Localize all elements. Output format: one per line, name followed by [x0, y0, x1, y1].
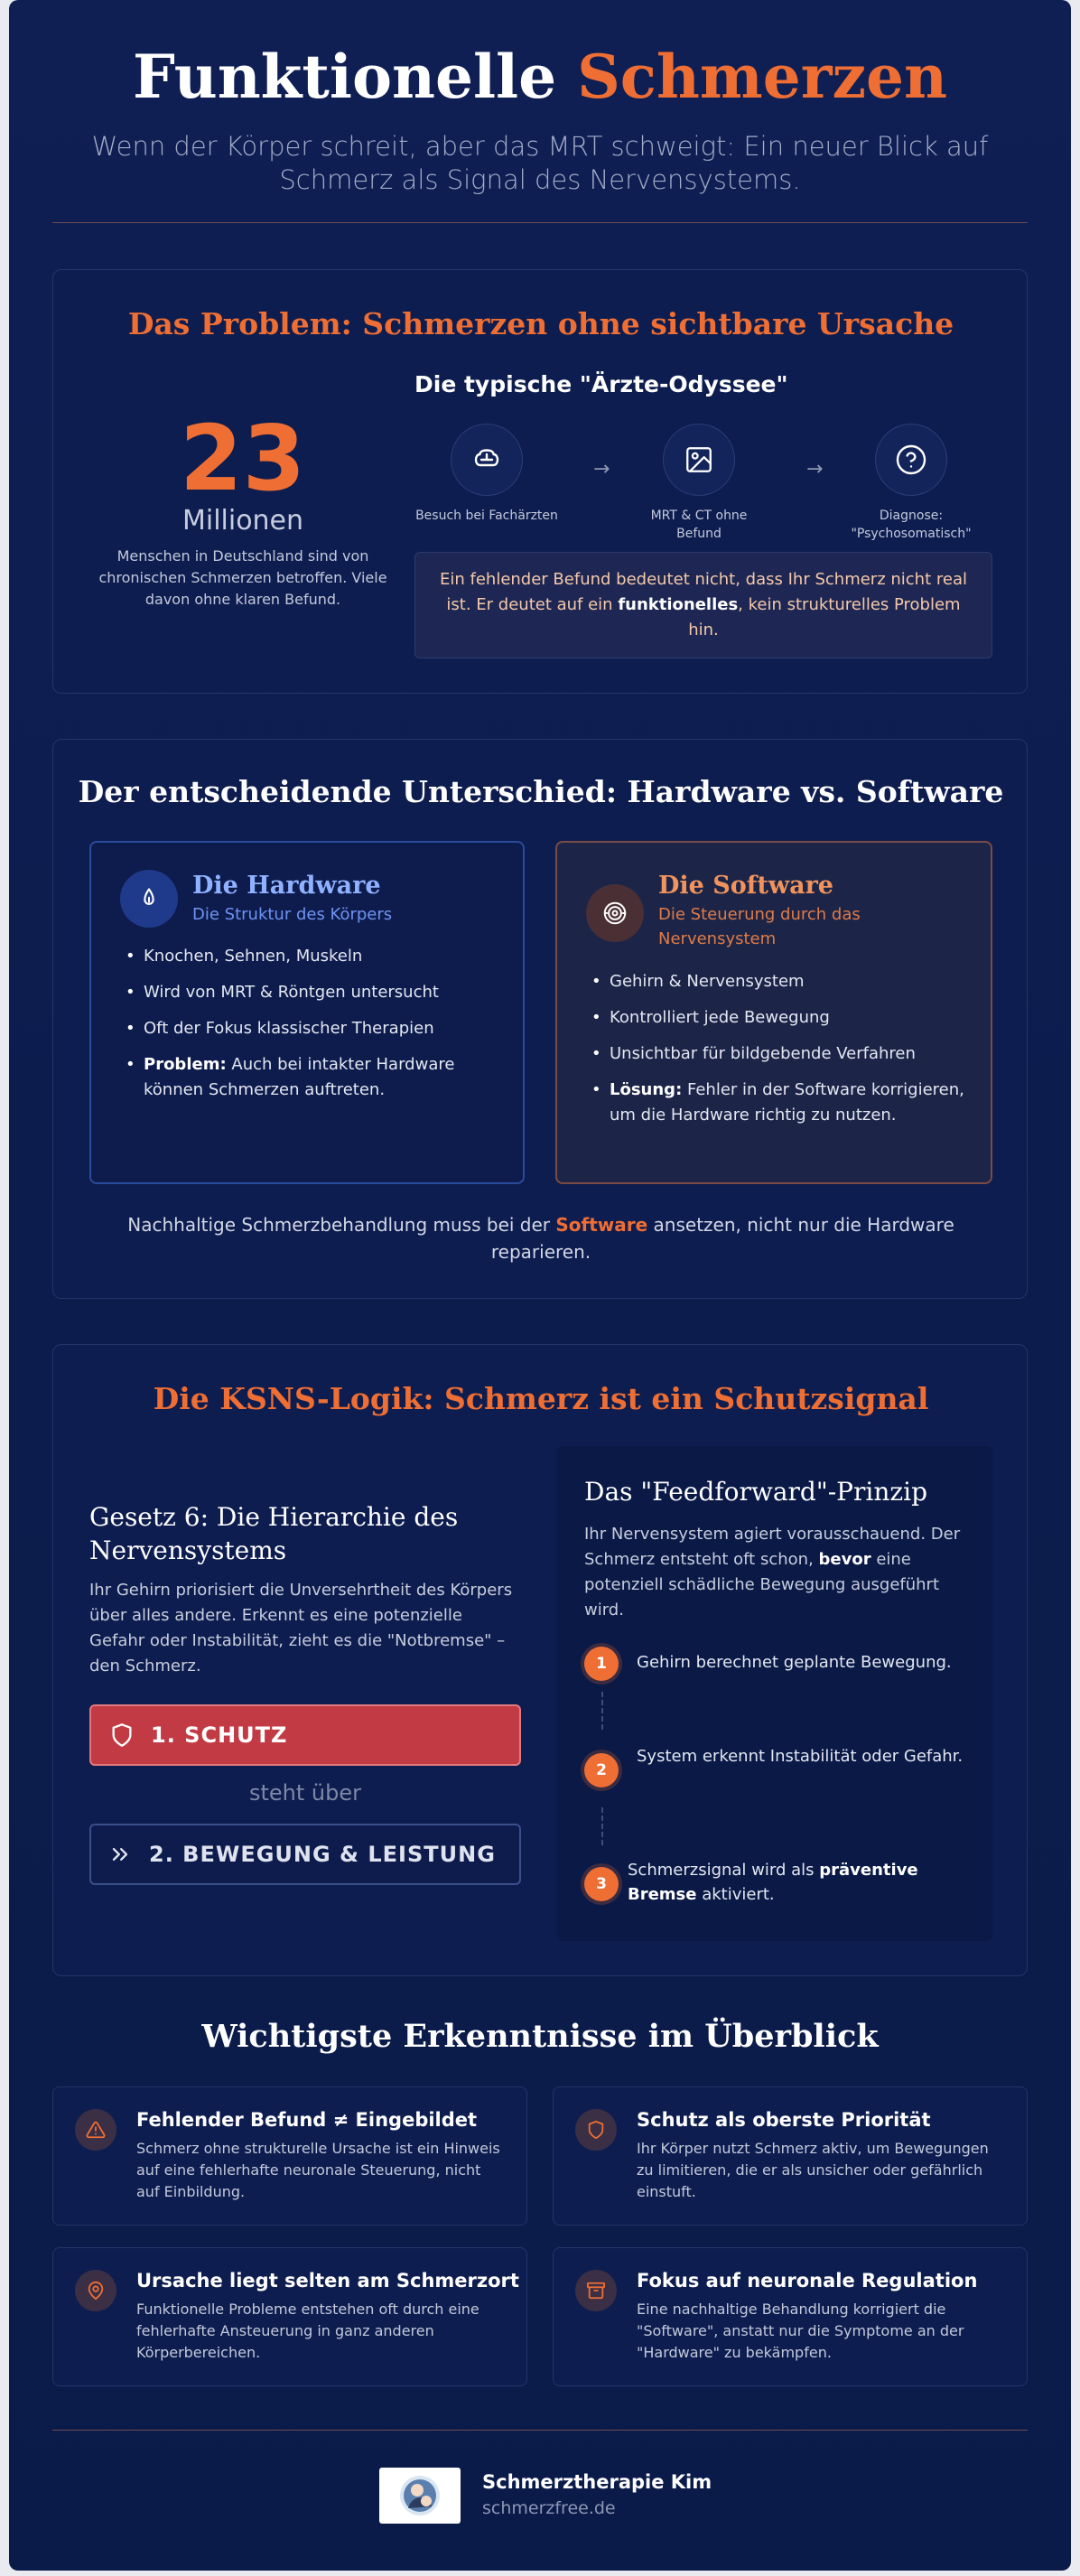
odyssey-step-label: MRT & CT ohne Befund: [650, 509, 748, 541]
step-connector: [601, 1807, 603, 1845]
image-icon: [663, 424, 735, 496]
takeaways-title: Wichtigste Erkenntnisse im Überblick: [201, 2018, 879, 2055]
priority-protection-label: 1. SCHUTZ: [151, 1722, 288, 1748]
feedforward-step-3: Schmerzsignal wird als präventive Bremse aktiviert.: [628, 1861, 918, 1904]
footer-name: Schmerztherapie Kim: [482, 2471, 712, 2493]
difference-card: [52, 739, 1028, 1299]
problem-card: [52, 269, 1028, 694]
odyssey-step-3: [839, 424, 983, 543]
problem-note: Ein fehlender Befund bedeutet nicht, dass Ihr Schmerz nicht real ist. Er deutet auf ein funktionelles, kein strukturelles Problem hin.: [414, 552, 992, 658]
title-part-1: Funktionelle: [133, 42, 557, 112]
takeaway-text: Eine nachhaltige Behandlung korrigiert die "Software", anstatt nur die Symptome an der "Hardware" zu bekämpfen.: [637, 2301, 964, 2361]
ksns-title: Die KSNS-Logik: Schmerz ist ein Schutzsignal: [153, 1381, 929, 1416]
software-title: Die Software: [658, 872, 833, 900]
feedforward-text: Ihr Nervensystem agiert vorausschauend. Der Schmerz entsteht oft schon, bevor eine potenziell schädliche Bewegung ausgeführt wird.: [584, 1525, 961, 1619]
hardware-title: Die Hardware: [192, 872, 381, 900]
hardware-list: [122, 944, 501, 1114]
page-subtitle: Wenn der Körper schreit, aber das MRT schweigt: Ein neuer Blick auf Schmerz als Signal des Nervensystems.: [91, 131, 989, 195]
double-chevron-icon: [107, 1842, 133, 1867]
software-box: [555, 841, 992, 1184]
arrow-icon: →: [806, 458, 824, 481]
software-list: [588, 969, 967, 1139]
feedforward-step-1: Gehirn berechnet geplante Bewegung.: [637, 1653, 952, 1672]
question-icon: [875, 424, 947, 496]
odyssey-title: Die typische "Ärzte-Odyssee": [414, 371, 788, 397]
feedforward-title: Das "Feedforward"-Prinzip: [584, 1477, 928, 1507]
odyssey-step-label: Besuch bei Fachärzten: [415, 509, 558, 523]
difference-note: Nachhaltige Schmerzbehandlung muss bei der Software ansetzen, nicht nur die Hardware reparieren.: [127, 1214, 954, 1263]
warning-icon: [75, 2109, 116, 2151]
priority-movement-label: 2. BEWEGUNG & LEISTUNG: [149, 1842, 496, 1867]
title-part-2: Schmerzen: [577, 42, 947, 112]
takeaway-card: [553, 2086, 1028, 2226]
priority-movement: [89, 1824, 521, 1885]
odyssey-step-2: [627, 424, 771, 543]
footer-divider: [52, 2430, 1028, 2431]
feedforward-step-2: System erkennt Instabilität oder Gefahr.: [637, 1747, 964, 1766]
fingerprint-icon: [586, 884, 644, 942]
ksns-card: [52, 1344, 1028, 1976]
over-label: steht über: [248, 1780, 361, 1806]
page-title: [9, 42, 1071, 112]
takeaway-title: Ursache liegt selten am Schmerzort: [136, 2270, 519, 2291]
header-divider: [52, 222, 1028, 223]
odyssey-step-label: Diagnose: "Psychosomatisch": [851, 509, 972, 541]
takeaway-title: Fehlender Befund ≠ Eingebildet: [136, 2109, 478, 2131]
brain-icon: [451, 424, 523, 496]
list-item: • Kontrolliert jede Bewegung: [588, 1005, 967, 1031]
stat-unit: Millionen: [182, 505, 304, 537]
list-item: • Gehirn & Nervensystem: [588, 969, 967, 994]
takeaway-card: [553, 2247, 1028, 2386]
stat-number: 23: [180, 406, 306, 511]
takeaway-card: [52, 2247, 527, 2386]
step-number: 1: [584, 1647, 619, 1681]
problem-title: Das Problem: Schmerzen ohne sichtbare Ursache: [127, 306, 954, 341]
header: [9, 0, 1071, 197]
archive-icon: [575, 2270, 617, 2311]
shield-icon: [575, 2109, 617, 2151]
takeaway-title: Schutz als oberste Priorität: [637, 2109, 931, 2131]
feedforward-panel: [557, 1446, 992, 1941]
law-text: Ihr Gehirn priorisiert die Unversehrtheit des Körpers über alles andere. Erkennt es eine potenzielle Gefahr oder Instabilität, zieht es die "Notbremse" – den Schmerz.: [89, 1581, 513, 1675]
step-number: 3: [584, 1867, 619, 1901]
takeaway-title: Fokus auf neuronale Regulation: [637, 2270, 978, 2291]
step-number: 2: [584, 1753, 619, 1787]
software-subtitle: Die Steuerung durch das Nervensystem: [658, 905, 861, 948]
difference-title: Der entscheidende Unterschied: Hardware vs. Software: [78, 774, 1004, 809]
bone-icon: [120, 870, 178, 928]
list-item: • Lösung: Fehler in der Software korrigieren, um die Hardware richtig zu nutzen.: [588, 1078, 967, 1128]
takeaway-text: Funktionelle Probleme entstehen oft durch eine fehlerhafte Ansteuerung in ganz anderen Körperbereichen.: [136, 2301, 479, 2361]
shield-icon: [109, 1722, 135, 1748]
infographic-page: [9, 0, 1071, 2571]
takeaway-text: Schmerz ohne strukturelle Ursache ist ein Hinweis auf eine fehlerhafte neuronale Steuerung, nicht auf Einbildung.: [136, 2140, 500, 2200]
stat-description: Menschen in Deutschland sind von chronischen Schmerzen betroffen. Viele davon ohne klaren Befund.: [98, 547, 387, 608]
takeaway-text: Ihr Körper nutzt Schmerz aktiv, um Bewegungen zu limitieren, die er als unsicher oder gefährlich einstuft.: [637, 2140, 989, 2200]
list-item: • Problem: Auch bei intakter Hardware können Schmerzen auftreten.: [122, 1052, 501, 1103]
priority-protection: [89, 1704, 521, 1766]
step-connector: [601, 1692, 603, 1730]
location-pin-icon: [75, 2270, 116, 2311]
arrow-icon: →: [593, 458, 610, 481]
hardware-box: [89, 841, 525, 1184]
footer-url[interactable]: schmerzfree.de: [482, 2498, 616, 2518]
odyssey-step-1: [414, 424, 559, 525]
law-title: Gesetz 6: Die Hierarchie des Nervensystems: [89, 1502, 459, 1565]
list-item: • Wird von MRT & Röntgen untersucht: [122, 980, 501, 1005]
takeaway-card: [52, 2086, 527, 2226]
hardware-subtitle: Die Struktur des Körpers: [192, 905, 393, 924]
list-item: • Unsichtbar für bildgebende Verfahren: [588, 1041, 967, 1067]
logo: [379, 2468, 461, 2524]
list-item: • Oft der Fokus klassischer Therapien: [122, 1016, 501, 1041]
list-item: • Knochen, Sehnen, Muskeln: [122, 944, 501, 969]
